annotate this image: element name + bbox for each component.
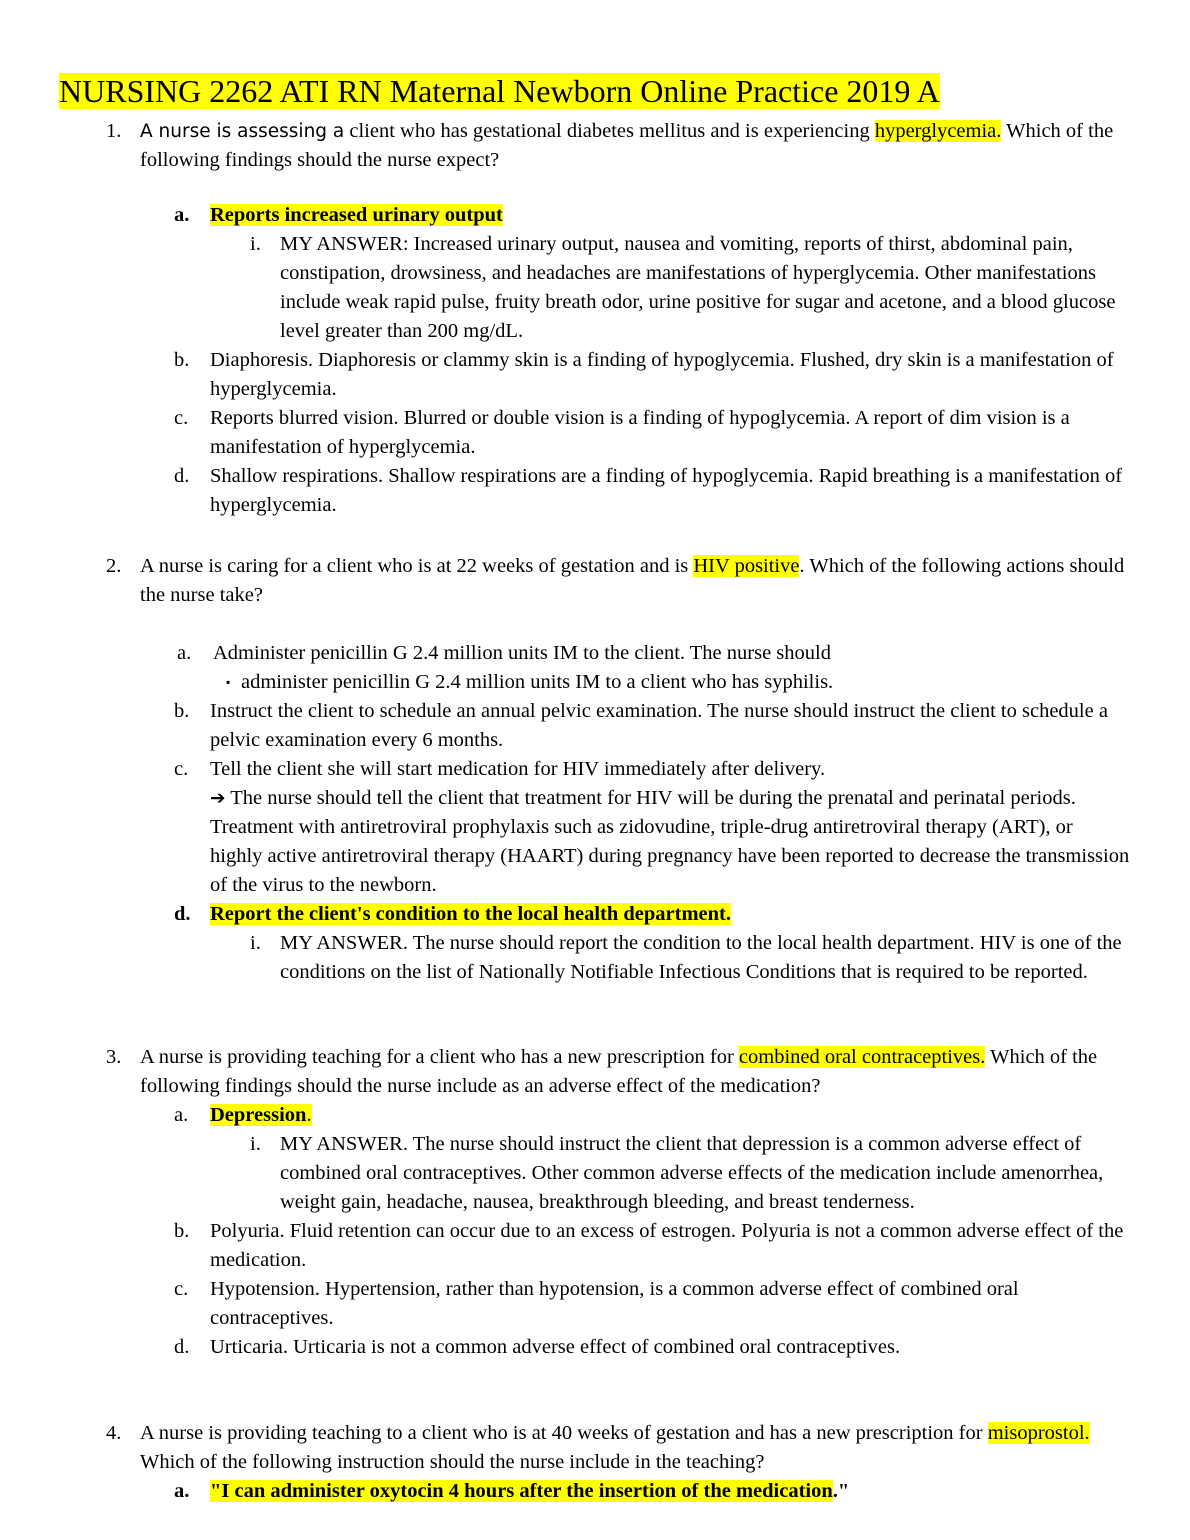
- option-d-correct: d. Report the client's condition to the local health department.: [174, 903, 731, 925]
- option-a-correct: a. "I can administer oxytocin 4 hours after the insertion of the medication.": [174, 1480, 850, 1502]
- option-b: b. Instruct the client to schedule an annual pelvic examination. The nurse should instruct the client to schedule a pelvic examination every 6 months.: [174, 700, 1108, 751]
- question-4: [0, 1419, 1190, 1506]
- answer-rationale: i. MY ANSWER. The nurse should report the condition to the local health department. HIV is one of the conditions on the list of Nationally Notifiable Infectious Conditions that is required to be reported.: [250, 932, 1122, 983]
- correct-answer: Report the client's condition to the local health department.: [210, 903, 731, 925]
- option-c: c. Tell the client she will start medication for HIV immediately after delivery.: [174, 758, 826, 780]
- answer-rationale: i. MY ANSWER. The nurse should instruct the client that depression is a common adverse effect of combined oral contraceptives. Other common adverse effects of the medication include amenorrhea, weight gain, headache, nausea, breakthrough bleeding, and breast tenderness.: [250, 1133, 1104, 1213]
- correct-answer: Depression: [210, 1104, 307, 1126]
- document-title: NURSING 2262 ATI RN Maternal Newborn Online Practice 2019 A: [59, 73, 940, 109]
- correct-answer: Reports increased urinary output: [210, 204, 503, 226]
- option-letter: a.: [174, 204, 190, 226]
- question-stem: 2. A nurse is caring for a client who is at 22 weeks of gestation and is HIV positive. Which of the following actions should the nurse take?: [0, 552, 1190, 610]
- option-a-bullet: ▪ administer penicillin G 2.4 million units IM to a client who has syphilis.: [0, 668, 1190, 697]
- option-b: b. Polyuria. Fluid retention can occur due to an excess of estrogen. Polyuria is not a common adverse effect of the medication.: [174, 1220, 1124, 1271]
- question-number: 4.: [106, 1422, 122, 1444]
- question-2: [0, 552, 1190, 987]
- question-1: [0, 117, 1190, 520]
- answer-rationale: i. MY ANSWER: Increased urinary output, nausea and vomiting, reports of thirst, abdominal pain, constipation, drowsiness, and headaches are manifestations of hyperglycemia. Other manifestations include weak rapid pulse, fruity breath odor, urine positive for sugar and acetone, and a blood glucose level greater than 200 mg/dL.: [250, 233, 1116, 342]
- question-3: [0, 1043, 1190, 1362]
- question-number: 3.: [106, 1046, 122, 1068]
- option-a-correct: [0, 201, 1190, 230]
- question-stem: 3. A nurse is providing teaching for a client who has a new prescription for combined oral contraceptives. Which of the following findings should the nurse include as an adverse effect of the medication?: [0, 1043, 1190, 1101]
- question-number: 2.: [106, 555, 122, 577]
- arrow-right-icon: ➔: [210, 788, 226, 809]
- question-stem: 4. A nurse is providing teaching to a client who is at 40 weeks of gestation and has a new prescription for misoprostol. Which of the following instruction should the nurse include in the teaching?: [0, 1419, 1190, 1477]
- correct-answer: "I can administer oxytocin 4 hours after the insertion of the medication: [210, 1480, 833, 1502]
- option-b: b. Diaphoresis. Diaphoresis or clammy skin is a finding of hypoglycemia. Flushed, dry skin is a manifestation of hyperglycemia.: [174, 349, 1114, 400]
- question-stem: 1. A nurse is assessing a client who has gestational diabetes mellitus and is experiencing hyperglycemia. Which of the following findings should the nurse expect?: [0, 117, 1190, 175]
- option-a-correct: a. Depression.: [174, 1104, 312, 1126]
- option-a: a. Administer penicillin G 2.4 million units IM to the client. The nurse should: [177, 642, 831, 664]
- square-bullet-icon: ▪: [226, 675, 231, 689]
- option-d: d. Urticaria. Urticaria is not a common adverse effect of combined oral contraceptives.: [174, 1336, 901, 1358]
- question-number: 1.: [106, 120, 122, 142]
- option-d: d. Shallow respirations. Shallow respirations are a finding of hypoglycemia. Rapid breathing is a manifestation of hyperglycemia.: [174, 465, 1123, 516]
- option-c-rationale: ➔ The nurse should tell the client that treatment for HIV will be during the prenatal and perinatal periods. Treatment with antiretroviral prophylaxis such as zidovudine, triple-drug antiretroviral therapy (ART), or highly active antiretroviral therapy (HAART) during pregnancy have been reported to decrease the transmission of the virus to the newborn.: [210, 787, 1130, 896]
- option-c: c. Reports blurred vision. Blurred or double vision is a finding of hypoglycemia. A report of dim vision is a manifestation of hyperglycemia.: [174, 407, 1070, 458]
- option-c: c. Hypotension. Hypertension, rather than hypotension, is a common adverse effect of combined oral contraceptives.: [174, 1278, 1019, 1329]
